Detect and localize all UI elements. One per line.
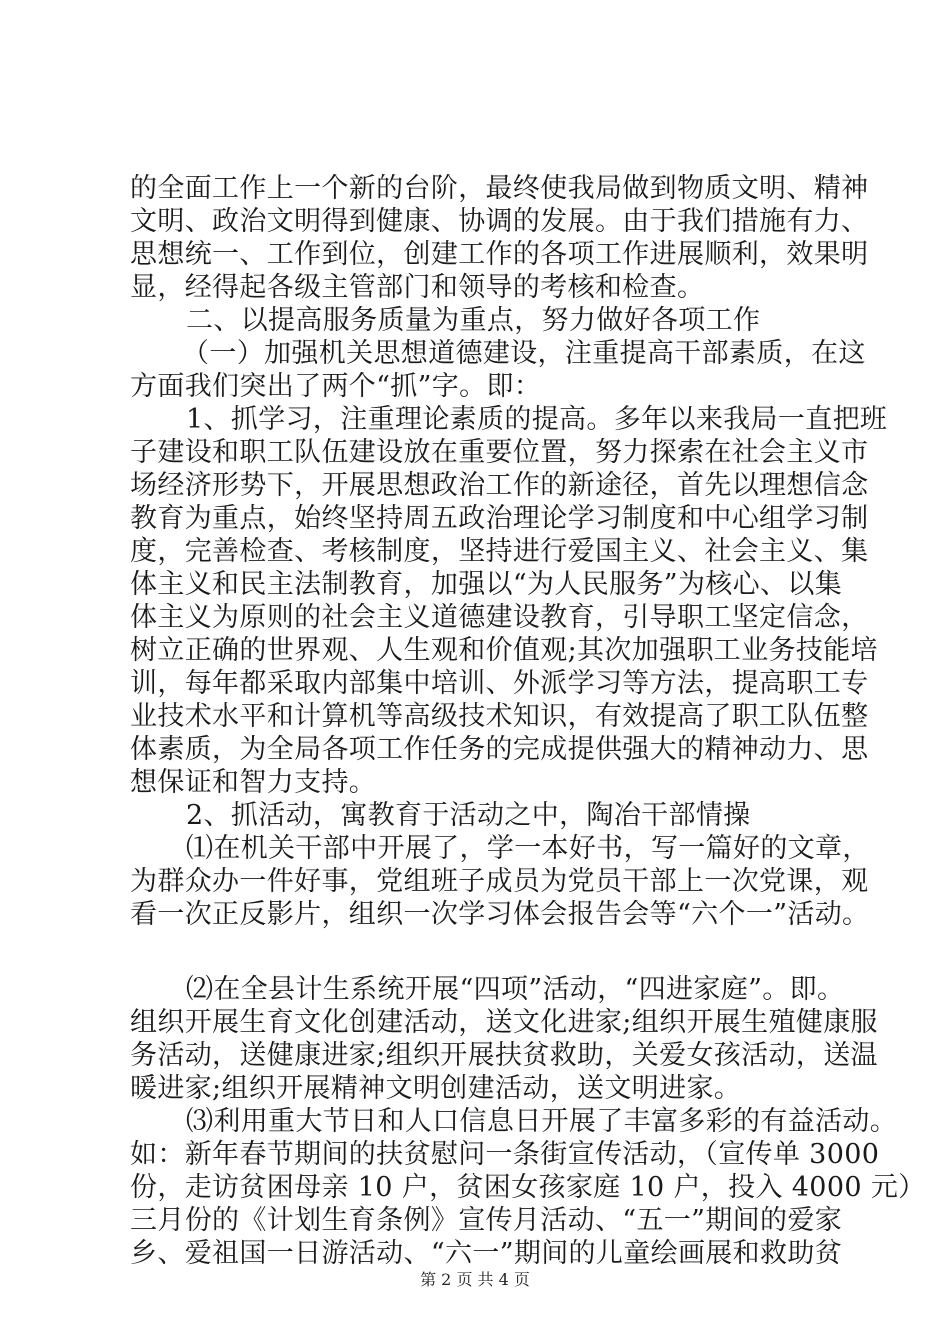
activity-2-line: 组织开展生育文化创建活动，送文化进家;组织开展生殖健康服 — [130, 1007, 878, 1038]
item-1-line: 教育为重点，始终坚持周五政治理论学习制度和中心组学习制 — [130, 503, 869, 534]
item-1-line: 体主义为原则的社会主义道德建设教育，引导职工坚定信念， — [130, 602, 869, 633]
item-1-line: 训，每年都采取内部集中培训、外派学习等方法，提高职工专 — [130, 668, 869, 699]
section-heading: 二、以提高服务质量为重点，努力做好各项工作 — [186, 305, 761, 336]
document-body — [130, 172, 926, 1270]
activity-2-line: 暖进家;组织开展精神文明创建活动，送文明进家。 — [130, 1073, 742, 1104]
item-1-line: 子建设和职工队伍建设放在重要位置，努力探索在社会主义市 — [130, 437, 869, 468]
paragraph-gap — [130, 931, 850, 973]
item-2-heading: 2、抓活动，寓教育于活动之中，陶冶干部情操 — [186, 800, 751, 831]
item-1-line: 体素质，为全局各项工作任务的完成提供强大的精神动力、思 — [130, 734, 869, 765]
activity-1-line: 看一次正反影片，组织一次学习体会报告会等“六个一”活动。 — [130, 899, 870, 930]
subsection-heading-line: （一）加强机关思想道德建设，注重提高干部素质，在这 — [182, 338, 866, 369]
activity-3-line: 如：新年春节期间的扶贫慰问一条街宣传活动，（宣传单 3000 — [130, 1139, 880, 1170]
item-1-line: 1、抓学习，注重理论素质的提高。多年以来我局一直把班 — [186, 404, 888, 435]
item-1-line: 想保证和智力支持。 — [130, 767, 377, 798]
item-1-line: 树立正确的世界观、人生观和价值观;其次加强职工业务技能培 — [130, 635, 878, 666]
item-1-line: 体主义和民主法制教育，加强以“为人民服务”为核心、以集 — [130, 569, 843, 600]
activity-2-line: 务活动，送健康进家;组织开展扶贫救助，关爱女孩活动，送温 — [130, 1040, 878, 1071]
item-1-line: 场经济形势下，开展思想政治工作的新途径，首先以理想信念 — [130, 470, 869, 501]
page-number-footer: 第 2 页 共 4 页 — [420, 1270, 530, 1289]
activity-3-line: 份，走访贫困母亲 10 户，贫困女孩家庭 10 户，投入 4000 元） — [130, 1172, 926, 1203]
body-line: 显，经得起各级主管部门和领导的考核和检查。 — [130, 272, 705, 303]
activity-3-line: 乡、爱祖国一日游活动、“六一”期间的儿童绘画展和救助贫 — [130, 1238, 843, 1269]
activity-3-line: 三月份的《计划生育条例》宣传月活动、“五一”期间的爱家 — [130, 1205, 843, 1236]
item-1-line: 业技术水平和计算机等高级技术知识，有效提高了职工队伍整 — [130, 701, 869, 732]
body-line: 的全面工作上一个新的台阶，最终使我局做到物质文明、精神 — [130, 173, 869, 204]
body-line: 文明、政治文明得到健康、协调的发展。由于我们措施有力、 — [130, 206, 869, 237]
item-1-line: 度，完善检查、考核制度，坚持进行爱国主义、社会主义、集 — [130, 536, 869, 567]
activity-1-line: ⑴在机关干部中开展了，学一本好书，写一篇好的文章， — [186, 833, 870, 864]
activity-3-line: ⑶利用重大节日和人口信息日开展了丰富多彩的有益活动。 — [186, 1106, 898, 1137]
activity-1-line: 为群众办一件好事，党组班子成员为党员干部上一次党课，观 — [130, 866, 869, 897]
subsection-heading-line: 方面我们突出了两个“抓”字。即： — [130, 371, 542, 402]
body-line: 思想统一、工作到位，创建工作的各项工作进展顺利，效果明 — [130, 239, 869, 270]
activity-2-line: ⑵在全县计生系统开展“四项”活动，“四进家庭”。即。 — [186, 974, 845, 1005]
